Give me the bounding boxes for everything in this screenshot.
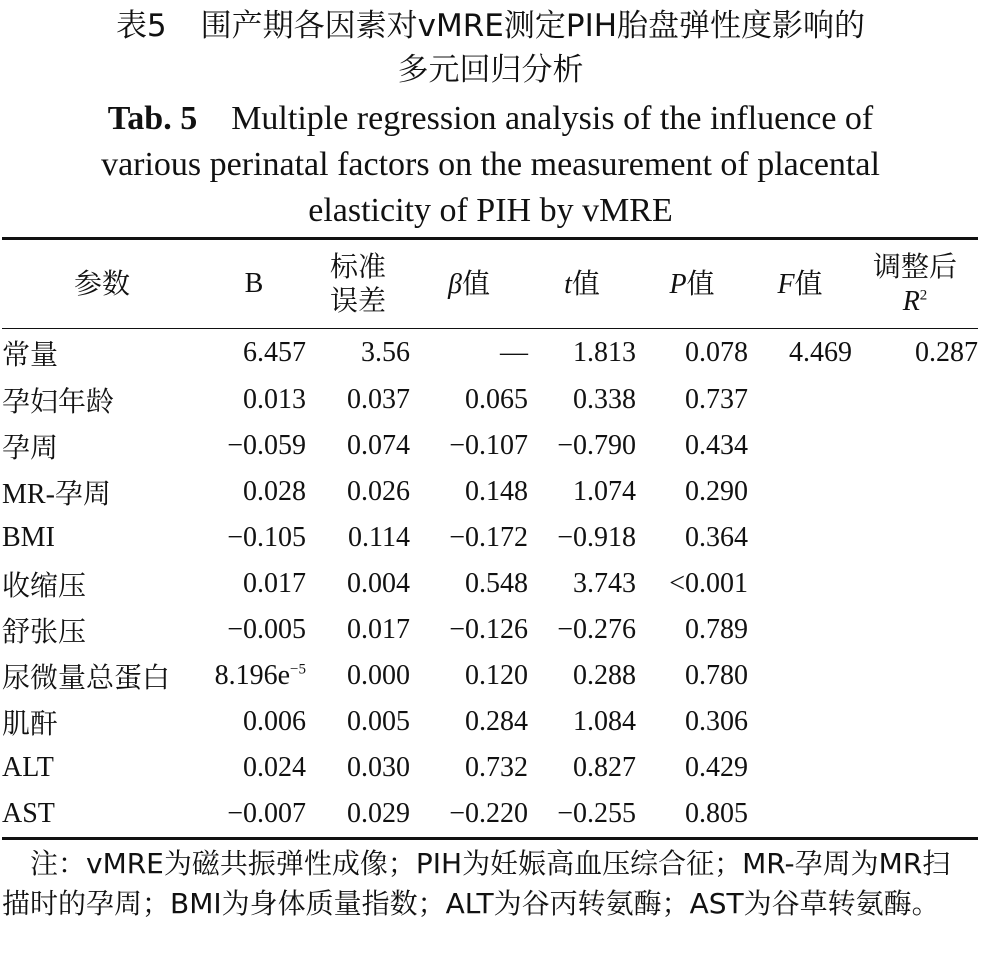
cell-t: 0.338 <box>573 384 636 415</box>
cell-r2 <box>852 561 978 607</box>
cell-se: 0.029 <box>347 798 410 829</box>
cell-b: 0.017 <box>243 568 306 599</box>
table-label-cn: 表5 <box>115 8 167 44</box>
header-row <box>2 239 978 329</box>
cell-param: BMI <box>2 522 55 553</box>
table-row <box>2 653 978 699</box>
cell-param: 舒张压 <box>2 615 87 648</box>
cell-beta: 0.732 <box>465 752 528 783</box>
cell-r2: 0.287 <box>915 337 978 368</box>
cell-t: 1.074 <box>573 476 636 507</box>
cell-param: 孕妇年龄 <box>2 385 115 418</box>
cell-b: −0.105 <box>227 522 306 553</box>
cell-param: AST <box>2 798 55 829</box>
cell-p: 0.429 <box>685 752 748 783</box>
cell-b: −0.005 <box>227 614 306 645</box>
cell-t: 3.743 <box>573 568 636 599</box>
cell-r2 <box>852 515 978 561</box>
cell-param: 常量 <box>2 338 59 371</box>
cell-p: 0.789 <box>685 614 748 645</box>
table-row <box>2 515 978 561</box>
title-en-line-2: various perinatal factors on the measurement of placental <box>101 146 880 183</box>
cell-beta: −0.107 <box>449 430 528 461</box>
cell-r2 <box>852 653 978 699</box>
cell-f <box>748 791 852 839</box>
table-row <box>2 329 978 378</box>
cell-f <box>748 653 852 699</box>
cell-r2 <box>852 423 978 469</box>
cell-f <box>748 561 852 607</box>
cell-beta: −0.172 <box>449 522 528 553</box>
cell-t: −0.255 <box>557 798 636 829</box>
cell-beta: −0.126 <box>449 614 528 645</box>
cell-b: 0.024 <box>243 752 306 783</box>
title-cn-line-1 <box>0 4 981 48</box>
table-title-english <box>0 96 981 234</box>
table-title-chinese <box>0 4 981 92</box>
cell-se: 0.004 <box>347 568 410 599</box>
cell-se: 0.000 <box>347 660 410 691</box>
cell-r2 <box>852 791 978 839</box>
cell-r2 <box>852 607 978 653</box>
table-body <box>2 329 978 839</box>
cell-f: 4.469 <box>789 337 852 368</box>
cell-p: 0.805 <box>685 798 748 829</box>
cell-se: 0.030 <box>347 752 410 783</box>
cell-t: −0.276 <box>557 614 636 645</box>
cell-param: MR-孕周 <box>2 479 111 510</box>
cell-se: 0.017 <box>347 614 410 645</box>
cell-b: $8.196e^{-5}$ <box>214 660 306 691</box>
cell-p: 0.737 <box>685 384 748 415</box>
cell-b: −0.059 <box>227 430 306 461</box>
cell-beta: 0.120 <box>465 660 528 691</box>
cell-r2 <box>852 745 978 791</box>
header-b: B <box>202 239 306 329</box>
title-cn-line-2: 多元回归分析 <box>397 52 584 88</box>
cell-f <box>748 423 852 469</box>
header-se: 标准 误差 <box>306 239 410 329</box>
cell-t: 0.827 <box>573 752 636 783</box>
cell-p: 0.364 <box>685 522 748 553</box>
cell-f <box>748 607 852 653</box>
cell-param: 尿微量总蛋白 <box>2 661 171 694</box>
table-row <box>2 423 978 469</box>
cell-r2 <box>852 699 978 745</box>
cell-f <box>748 515 852 561</box>
cell-b: 0.006 <box>243 706 306 737</box>
table-row <box>2 377 978 423</box>
cell-b: −0.007 <box>227 798 306 829</box>
title-en-text-1: Multiple regression analysis of the influence of <box>231 100 874 137</box>
header-t: t值 <box>528 239 636 329</box>
cell-param: 孕周 <box>2 431 59 464</box>
table-row <box>2 791 978 839</box>
cell-se: 0.037 <box>347 384 410 415</box>
cell-p: 0.434 <box>685 430 748 461</box>
title-en-line-1 <box>0 96 981 142</box>
header-p: P值 <box>636 239 748 329</box>
cell-t: 1.813 <box>573 337 636 368</box>
header-adjusted-r2: 调整后 $R^2$ <box>852 239 978 329</box>
table-footnote: 注：vMRE为磁共振弹性成像；PIH为妊娠高血压综合征；MR-孕周为MR扫描时的孕周；BMI为身体质量指数；ALT为谷丙转氨酶；AST为谷草转氨酶。 <box>2 847 951 920</box>
table-row <box>2 561 978 607</box>
cell-t: 1.084 <box>573 706 636 737</box>
cell-param: 肌酐 <box>2 707 59 740</box>
cell-beta: 0.548 <box>465 568 528 599</box>
cell-r2 <box>852 377 978 423</box>
cell-t: 0.288 <box>573 660 636 691</box>
cell-r2 <box>852 469 978 515</box>
cell-f <box>748 377 852 423</box>
cell-p: <0.001 <box>669 568 748 599</box>
cell-beta: — <box>500 337 528 368</box>
header-beta: β值 <box>410 239 528 329</box>
cell-p: 0.306 <box>685 706 748 737</box>
cell-se: 0.074 <box>347 430 410 461</box>
cell-f <box>748 469 852 515</box>
cell-param: ALT <box>2 752 54 783</box>
table-row <box>2 607 978 653</box>
cell-beta: 0.148 <box>465 476 528 507</box>
cell-se: 0.026 <box>347 476 410 507</box>
cell-beta: −0.220 <box>449 798 528 829</box>
title-cn-text-1: 围产期各因素对vMRE测定PIH胎盘弹性度影响的 <box>200 8 866 44</box>
cell-t: −0.918 <box>557 522 636 553</box>
cell-se: 0.005 <box>347 706 410 737</box>
cell-t: −0.790 <box>557 430 636 461</box>
cell-p: 0.290 <box>685 476 748 507</box>
header-f: F值 <box>748 239 852 329</box>
cell-p: 0.078 <box>685 337 748 368</box>
cell-param: 收缩压 <box>2 569 87 602</box>
table-label-en: Tab. 5 <box>107 100 198 137</box>
cell-b: 0.013 <box>243 384 306 415</box>
table-row <box>2 745 978 791</box>
cell-f <box>748 699 852 745</box>
cell-se: 0.114 <box>348 522 410 553</box>
table-row <box>2 469 978 515</box>
header-param: 参数 <box>2 239 202 329</box>
regression-table <box>2 237 978 840</box>
cell-f <box>748 745 852 791</box>
table-row <box>2 699 978 745</box>
cell-beta: 0.284 <box>465 706 528 737</box>
cell-se: 3.56 <box>361 337 410 368</box>
cell-p: 0.780 <box>685 660 748 691</box>
cell-b: 6.457 <box>243 337 306 368</box>
cell-beta: 0.065 <box>465 384 528 415</box>
cell-b: 0.028 <box>243 476 306 507</box>
title-en-line-3: elasticity of PIH by vMRE <box>308 192 673 229</box>
